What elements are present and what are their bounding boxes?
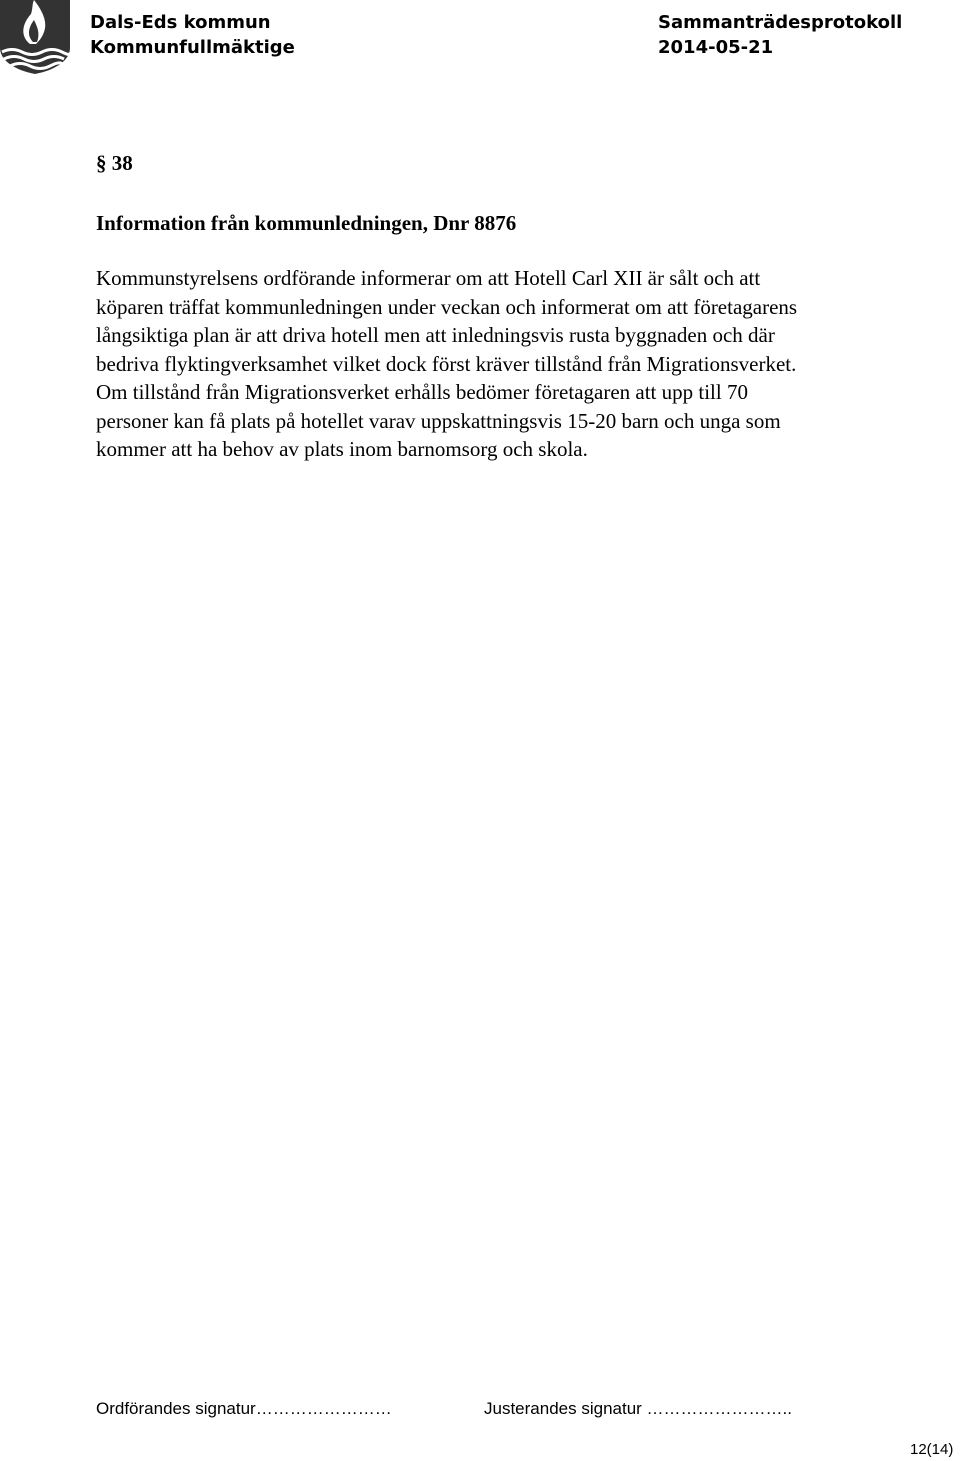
document-type: Sammanträdesprotokoll	[658, 12, 903, 33]
section-body	[96, 264, 896, 464]
body-line: långsiktiga plan är att driva hotell men att inledningsvis rusta byggnaden och där	[96, 323, 775, 347]
coat-of-arms-icon	[0, 0, 70, 74]
body-line: Om tillstånd från Migrationsverket erhålls bedömer företagaren att upp till 70	[96, 380, 748, 404]
chair-signature: Ordförandes signatur……………………	[96, 1399, 392, 1418]
body-line: bedriva flyktingverksamhet vilket dock först kräver tillstånd från Migrationsverket.	[96, 351, 797, 376]
body-line: personer kan få plats på hotellet varav uppskattningsvis 15-20 barn och unga som	[96, 408, 781, 433]
meeting-date: 2014-05-21	[658, 37, 774, 58]
page-number: 12(14)	[910, 1441, 954, 1458]
section-number: § 38	[96, 151, 133, 175]
section-title: Information från kommunledningen, Dnr 8876	[96, 211, 517, 235]
adjuster-signature: Justerandes signatur ……………………..	[484, 1399, 792, 1418]
body-line: köparen träffat kommunledningen under veckan och informerat om att företagarens	[96, 294, 798, 319]
body-line: kommer att ha behov av plats inom barnomsorg och skola.	[96, 437, 588, 461]
council-name: Kommunfullmäktige	[90, 37, 295, 58]
organization-name: Dals-Eds kommun	[90, 12, 271, 33]
body-line: Kommunstyrelsens ordförande informerar om att Hotell Carl XII är sålt och att	[96, 266, 761, 290]
